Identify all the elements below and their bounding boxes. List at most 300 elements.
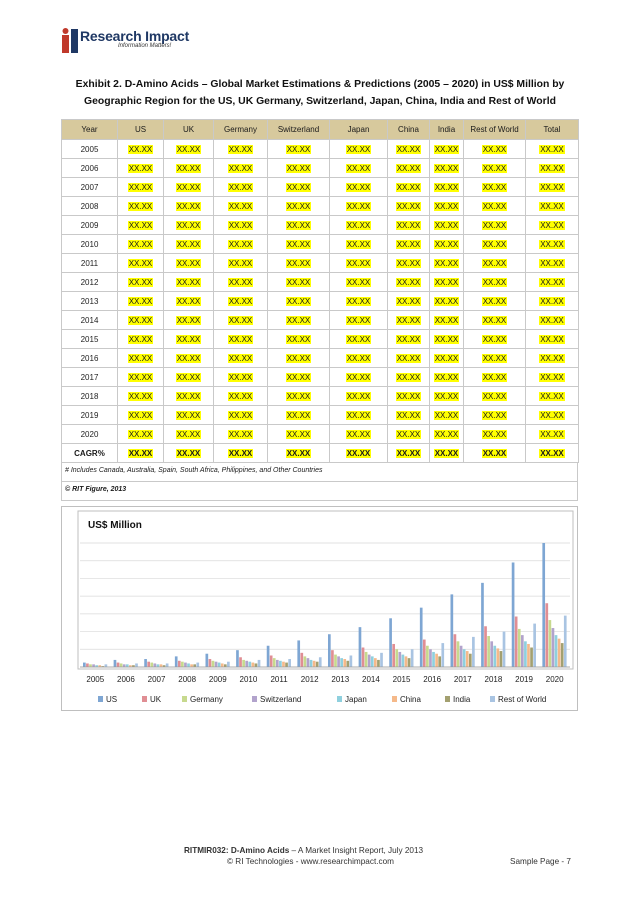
highlighted-value: XX.XX	[128, 391, 153, 401]
highlighted-value: XX.XX	[228, 258, 253, 268]
bar	[389, 618, 392, 667]
highlighted-value: XX.XX	[434, 201, 459, 211]
table-value-cell	[268, 140, 330, 159]
highlighted-value: XX.XX	[434, 372, 459, 382]
highlighted-value: XX.XX	[176, 277, 201, 287]
bar	[221, 663, 224, 667]
table-value-cell	[164, 368, 214, 387]
table-row	[62, 273, 579, 292]
bar	[304, 656, 307, 667]
bar	[206, 654, 209, 667]
table-value-cell	[388, 292, 430, 311]
bar	[86, 663, 89, 667]
highlighted-value: XX.XX	[396, 353, 421, 363]
table-value-cell	[330, 406, 388, 425]
bar	[310, 660, 313, 667]
highlighted-value: XX.XX	[434, 144, 459, 154]
highlighted-value: XX.XX	[434, 448, 459, 458]
table-value-cell	[330, 216, 388, 235]
legend-label: China	[400, 695, 421, 704]
highlighted-value: XX.XX	[228, 448, 253, 458]
table-value-cell	[388, 235, 430, 254]
bar	[533, 624, 536, 667]
bar	[395, 649, 398, 667]
table-value-cell	[430, 159, 464, 178]
bar	[398, 652, 401, 667]
x-tick-label: 2010	[239, 675, 258, 684]
highlighted-value: XX.XX	[396, 182, 421, 192]
table-year-cell: 2006	[62, 159, 118, 178]
table-value-cell	[330, 197, 388, 216]
highlighted-value: XX.XX	[176, 201, 201, 211]
bar	[239, 657, 242, 667]
highlighted-value: XX.XX	[176, 353, 201, 363]
table-value-cell	[118, 235, 164, 254]
highlighted-value: XX.XX	[540, 429, 564, 439]
table-value-cell	[526, 254, 579, 273]
bar	[288, 659, 291, 667]
x-tick-label: 2011	[270, 675, 288, 684]
bar	[463, 649, 466, 667]
highlighted-value: XX.XX	[482, 201, 507, 211]
highlighted-value: XX.XX	[228, 315, 253, 325]
bar	[460, 646, 463, 667]
table-value-cell	[388, 178, 430, 197]
highlighted-value: XX.XX	[176, 429, 201, 439]
table-value-cell	[526, 273, 579, 292]
highlighted-value: XX.XX	[396, 163, 421, 173]
highlighted-value: XX.XX	[128, 334, 153, 344]
bar	[469, 654, 472, 667]
bar	[187, 663, 190, 667]
legend-swatch	[252, 696, 257, 702]
highlighted-value: XX.XX	[286, 277, 311, 287]
table-value-cell	[164, 273, 214, 292]
exhibit-title-line2: Geographic Region for the US, UK Germany, Switzerland, Japan, China, India and Rest of World	[84, 96, 556, 107]
bar	[420, 608, 423, 667]
table-value-cell	[268, 273, 330, 292]
table-header-cell: Germany	[214, 120, 268, 140]
highlighted-value: XX.XX	[482, 163, 507, 173]
table-value-cell	[464, 425, 526, 444]
highlighted-value: XX.XX	[228, 391, 253, 401]
bar	[359, 627, 362, 667]
highlighted-value: XX.XX	[346, 315, 371, 325]
bar	[472, 637, 475, 667]
table-value-cell	[388, 349, 430, 368]
bar	[552, 628, 555, 667]
bar	[530, 648, 533, 667]
highlighted-value: XX.XX	[540, 410, 564, 420]
table-value-cell	[430, 292, 464, 311]
table-header-cell: Switzerland	[268, 120, 330, 140]
table-value-cell	[430, 273, 464, 292]
table-value-cell	[526, 425, 579, 444]
table-value-cell	[464, 273, 526, 292]
table-value-cell	[464, 159, 526, 178]
legend-label: Rest of World	[498, 695, 547, 704]
table-year-cell: 2016	[62, 349, 118, 368]
table-value-cell	[430, 197, 464, 216]
table-row	[62, 387, 579, 406]
bar	[120, 663, 123, 667]
bar	[178, 661, 181, 667]
table-value-cell	[526, 406, 579, 425]
table-value-cell	[214, 254, 268, 273]
table-row	[62, 159, 579, 178]
highlighted-value: XX.XX	[540, 372, 564, 382]
highlighted-value: XX.XX	[286, 334, 311, 344]
highlighted-value: XX.XX	[482, 220, 507, 230]
table-value-cell	[164, 197, 214, 216]
bar	[258, 660, 261, 667]
bar	[374, 658, 377, 667]
x-tick-label: 2012	[300, 675, 319, 684]
bar	[150, 663, 153, 667]
bar	[184, 663, 187, 667]
bar	[334, 655, 337, 667]
highlighted-value: XX.XX	[482, 296, 507, 306]
bar	[377, 660, 380, 667]
highlighted-value: XX.XX	[540, 144, 564, 154]
table-value-cell	[118, 349, 164, 368]
bar	[242, 660, 245, 667]
highlighted-value: XX.XX	[540, 353, 564, 363]
x-tick-label: 2019	[515, 675, 533, 684]
x-tick-label: 2007	[147, 675, 166, 684]
table-value-cell	[464, 330, 526, 349]
highlighted-value: XX.XX	[176, 296, 201, 306]
table-value-cell	[214, 387, 268, 406]
highlighted-value: XX.XX	[128, 410, 153, 420]
bar	[484, 626, 487, 667]
highlighted-value: XX.XX	[540, 163, 564, 173]
highlighted-value: XX.XX	[176, 315, 201, 325]
highlighted-value: XX.XX	[434, 258, 459, 268]
table-value-cell	[164, 216, 214, 235]
table-header-cell: China	[388, 120, 430, 140]
table-value-cell	[388, 140, 430, 159]
table-value-cell	[214, 406, 268, 425]
bar	[545, 603, 548, 667]
highlighted-value: XX.XX	[228, 163, 253, 173]
table-value-cell	[164, 292, 214, 311]
highlighted-value: XX.XX	[540, 448, 564, 458]
highlighted-value: XX.XX	[540, 391, 564, 401]
table-year-cell: 2020	[62, 425, 118, 444]
table-year-cell: 2010	[62, 235, 118, 254]
plot-panel	[78, 511, 573, 669]
bar	[493, 646, 496, 667]
table-row	[62, 235, 579, 254]
table-value-cell	[388, 216, 430, 235]
highlighted-value: XX.XX	[540, 201, 564, 211]
highlighted-value: XX.XX	[396, 239, 421, 249]
highlighted-value: XX.XX	[482, 315, 507, 325]
cagr-value-cell	[268, 444, 330, 463]
x-tick-label: 2014	[362, 675, 380, 684]
bar	[490, 641, 493, 667]
table-value-cell	[330, 311, 388, 330]
highlighted-value: XX.XX	[396, 201, 421, 211]
highlighted-value: XX.XX	[286, 429, 311, 439]
highlighted-value: XX.XX	[228, 201, 253, 211]
bar	[432, 652, 435, 667]
table-value-cell	[526, 159, 579, 178]
highlighted-value: XX.XX	[128, 277, 153, 287]
table-value-cell	[118, 140, 164, 159]
exhibit-title-line1: Exhibit 2. D-Amino Acids – Global Market Estimations & Predictions (2005 – 2020) in US$ Million by	[75, 79, 565, 90]
table-value-cell	[118, 273, 164, 292]
bar	[331, 650, 334, 667]
table-value-cell	[164, 330, 214, 349]
table-value-cell	[464, 216, 526, 235]
bar	[83, 663, 86, 667]
bar	[144, 659, 147, 667]
table-value-cell	[464, 349, 526, 368]
highlighted-value: XX.XX	[228, 429, 253, 439]
highlighted-value: XX.XX	[128, 296, 153, 306]
table-value-cell	[330, 349, 388, 368]
cagr-value-cell	[526, 444, 579, 463]
table-value-cell	[330, 235, 388, 254]
highlighted-value: XX.XX	[346, 182, 371, 192]
table-value-cell	[214, 330, 268, 349]
logo-text	[80, 28, 189, 49]
bar	[441, 643, 444, 667]
bar	[255, 663, 258, 667]
table-value-cell	[430, 235, 464, 254]
highlighted-value: XX.XX	[346, 391, 371, 401]
bar	[438, 656, 441, 667]
table-value-cell	[214, 140, 268, 159]
highlighted-value: XX.XX	[396, 448, 421, 458]
table-value-cell	[388, 254, 430, 273]
highlighted-value: XX.XX	[434, 277, 459, 287]
cagr-value-cell	[464, 444, 526, 463]
logo-mark-dot	[63, 28, 69, 34]
bar	[481, 583, 484, 667]
highlighted-value: XX.XX	[176, 182, 201, 192]
table-value-cell	[330, 254, 388, 273]
table-year-cell: 2007	[62, 178, 118, 197]
table-value-cell	[464, 235, 526, 254]
highlighted-value: XX.XX	[540, 258, 564, 268]
x-tick-label: 2015	[392, 675, 411, 684]
table-value-cell	[430, 406, 464, 425]
highlighted-value: XX.XX	[128, 448, 153, 458]
table-value-cell	[330, 159, 388, 178]
highlighted-value: XX.XX	[286, 372, 311, 382]
table-year-cell: 2013	[62, 292, 118, 311]
legend-label: UK	[150, 695, 162, 704]
highlighted-value: XX.XX	[482, 391, 507, 401]
highlighted-value: XX.XX	[128, 372, 153, 382]
table-value-cell	[526, 330, 579, 349]
table-value-cell	[526, 178, 579, 197]
bar	[429, 649, 432, 667]
table-value-cell	[430, 311, 464, 330]
table-header-cell: Year	[62, 120, 118, 140]
table-value-cell	[464, 406, 526, 425]
highlighted-value: XX.XX	[482, 144, 507, 154]
bar	[270, 655, 273, 667]
table-value-cell	[330, 330, 388, 349]
table-row	[62, 178, 579, 197]
brand-name: Research Impact	[80, 28, 190, 44]
bar	[147, 662, 150, 667]
highlighted-value: XX.XX	[228, 239, 253, 249]
table-value-cell	[526, 292, 579, 311]
highlighted-value: XX.XX	[176, 391, 201, 401]
cagr-value-cell	[430, 444, 464, 463]
bar	[558, 639, 561, 667]
highlighted-value: XX.XX	[346, 372, 371, 382]
table-value-cell	[118, 254, 164, 273]
table-value-cell	[268, 406, 330, 425]
table-value-cell	[214, 292, 268, 311]
table-value-cell	[164, 235, 214, 254]
footer-report: – A Market Insight Report, July 2013	[291, 846, 424, 855]
highlighted-value: XX.XX	[540, 220, 564, 230]
footer-page-number: Sample Page - 7	[510, 857, 571, 866]
highlighted-value: XX.XX	[128, 163, 153, 173]
brand-tagline: Information Matters!	[118, 43, 172, 49]
legend-swatch	[490, 696, 495, 702]
research-impact-logo	[58, 27, 82, 55]
table-value-cell	[388, 330, 430, 349]
highlighted-value: XX.XX	[346, 334, 371, 344]
bar	[218, 663, 221, 667]
table-year-cell: 2011	[62, 254, 118, 273]
table-value-cell	[464, 292, 526, 311]
table-year-cell: 2017	[62, 368, 118, 387]
bar	[466, 651, 469, 667]
table-value-cell	[526, 216, 579, 235]
legend-swatch	[182, 696, 187, 702]
x-tick-label: 2020	[545, 675, 564, 684]
bar	[279, 661, 282, 667]
table-row	[62, 349, 579, 368]
table-value-cell	[118, 292, 164, 311]
highlighted-value: XX.XX	[128, 429, 153, 439]
table-value-cell	[164, 311, 214, 330]
table-value-cell	[268, 311, 330, 330]
bar	[392, 644, 395, 667]
bar	[500, 651, 503, 667]
highlighted-value: XX.XX	[286, 258, 311, 268]
highlighted-value: XX.XX	[346, 448, 371, 458]
table-value-cell	[330, 425, 388, 444]
bar	[181, 662, 184, 667]
bar	[313, 661, 316, 667]
bar	[555, 635, 558, 667]
highlighted-value: XX.XX	[286, 182, 311, 192]
table-value-cell	[430, 349, 464, 368]
highlighted-value: XX.XX	[396, 277, 421, 287]
bar	[411, 649, 414, 667]
highlighted-value: XX.XX	[482, 410, 507, 420]
bar	[282, 662, 285, 667]
highlighted-value: XX.XX	[286, 391, 311, 401]
bar	[561, 643, 564, 667]
table-cagr-row	[62, 444, 579, 463]
legend-swatch	[337, 696, 342, 702]
bar	[346, 661, 349, 667]
chart-frame	[61, 506, 578, 711]
cagr-value-cell	[214, 444, 268, 463]
cagr-value-cell	[330, 444, 388, 463]
bar	[285, 663, 288, 667]
bar	[209, 659, 212, 667]
bar	[328, 634, 331, 667]
table-header-cell: Total	[526, 120, 579, 140]
table-value-cell	[214, 273, 268, 292]
bar	[245, 661, 248, 667]
table-value-cell	[214, 349, 268, 368]
highlighted-value: XX.XX	[346, 144, 371, 154]
bar	[518, 629, 521, 667]
bar	[451, 594, 454, 667]
bar	[402, 655, 405, 667]
table-value-cell	[526, 197, 579, 216]
highlighted-value: XX.XX	[346, 296, 371, 306]
bar	[549, 620, 552, 667]
table-value-cell	[214, 425, 268, 444]
table-row	[62, 254, 579, 273]
highlighted-value: XX.XX	[396, 334, 421, 344]
bar	[307, 658, 310, 667]
legend-label: Switzerland	[260, 695, 302, 704]
footer-copyright: © RI Technologies - www.researchimpact.com	[227, 857, 394, 866]
table-value-cell	[118, 406, 164, 425]
table-value-cell	[118, 216, 164, 235]
table-value-cell	[268, 178, 330, 197]
highlighted-value: XX.XX	[434, 182, 459, 192]
table-value-cell	[388, 368, 430, 387]
highlighted-value: XX.XX	[176, 163, 201, 173]
highlighted-value: XX.XX	[286, 201, 311, 211]
bar	[564, 616, 567, 667]
highlighted-value: XX.XX	[482, 429, 507, 439]
highlighted-value: XX.XX	[434, 296, 459, 306]
table-value-cell	[388, 273, 430, 292]
highlighted-value: XX.XX	[396, 258, 421, 268]
bar	[454, 634, 457, 667]
bar	[405, 656, 408, 667]
highlighted-value: XX.XX	[540, 182, 564, 192]
table-year-cell: 2014	[62, 311, 118, 330]
table-value-cell	[430, 216, 464, 235]
table-value-cell	[268, 368, 330, 387]
table-row	[62, 311, 579, 330]
highlighted-value: XX.XX	[346, 163, 371, 173]
table-value-cell	[118, 311, 164, 330]
table-value-cell	[268, 159, 330, 178]
table-value-cell	[464, 254, 526, 273]
table-value-cell	[330, 292, 388, 311]
table-value-cell	[268, 292, 330, 311]
highlighted-value: XX.XX	[434, 334, 459, 344]
table-year-cell: 2005	[62, 140, 118, 159]
bar	[175, 656, 178, 667]
table-row	[62, 425, 579, 444]
table-value-cell	[118, 197, 164, 216]
bar	[236, 650, 239, 667]
highlighted-value: XX.XX	[482, 258, 507, 268]
highlighted-value: XX.XX	[346, 239, 371, 249]
highlighted-value: XX.XX	[434, 353, 459, 363]
